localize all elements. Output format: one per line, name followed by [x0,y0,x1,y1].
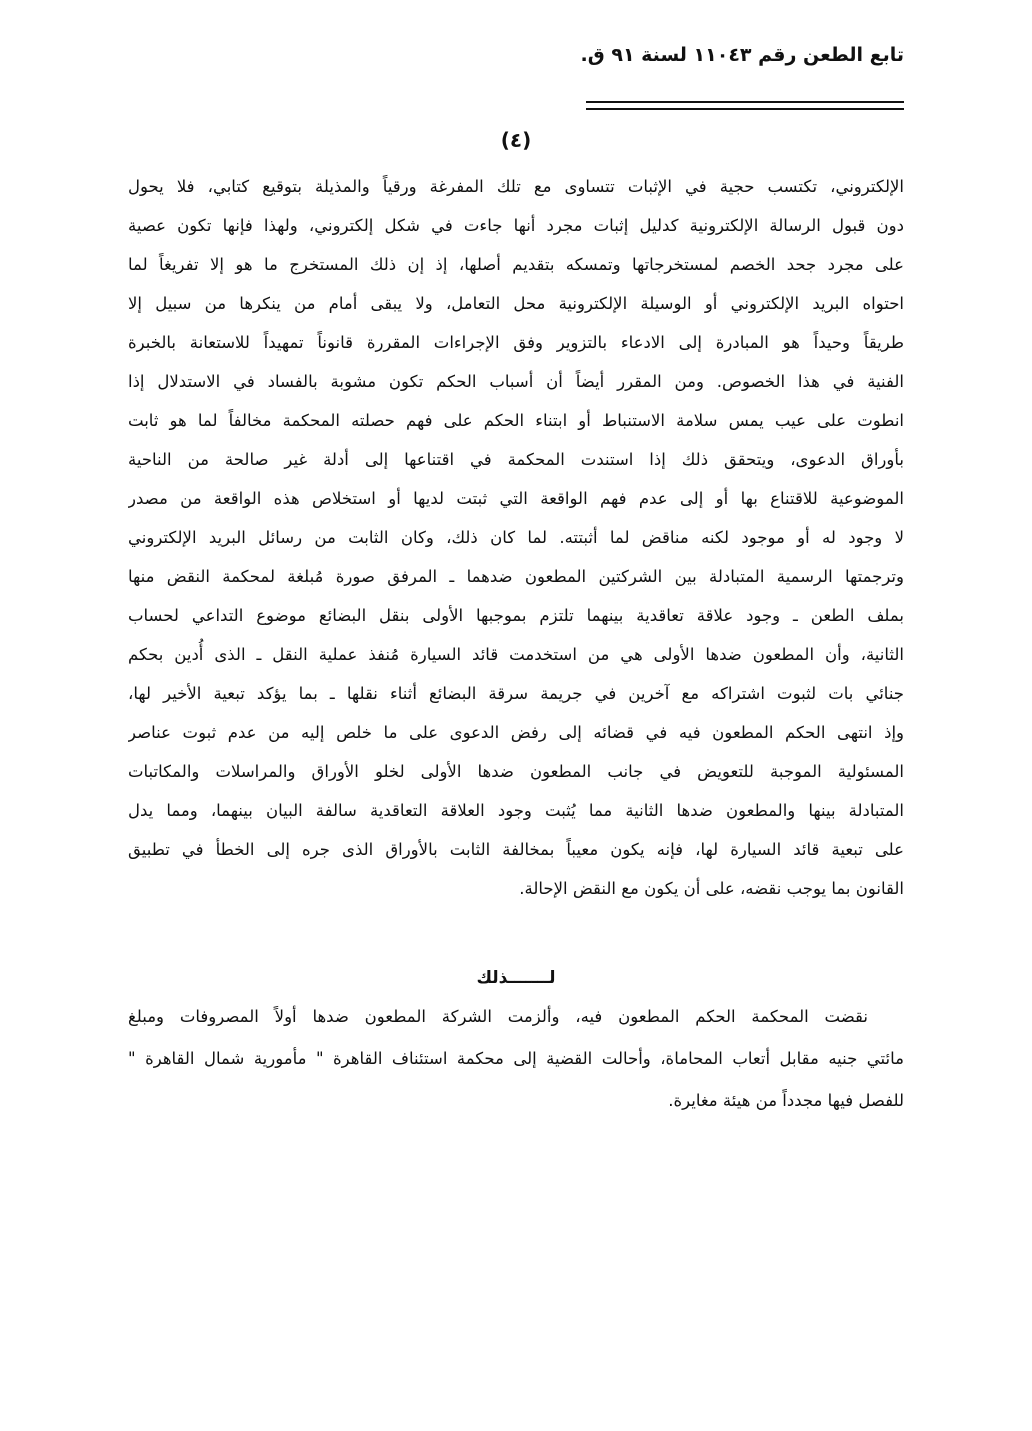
verdict-paragraph [128,996,904,1122]
body-line: الإلكتروني، تكتسب حجية في الإثبات تتساوى مع تلك المفرغة ورقياً والمذيلة بتوقيع كتابي، فلا يحول [128,177,904,196]
verdict-line: نقضت المحكمة الحكم المطعون فيه، وألزمت الشركة المطعون ضدها أولاً المصروفات ومبلغ [128,1007,868,1026]
body-line: القانون بما يوجب نقضه، على أن يكون مع النقض الإحالة. [519,879,904,898]
body-line: انطوت على عيب يمس سلامة الاستنباط أو ابتناء الحكم على فهم حصلته المحكمة مخالفاً لما هو ثابت [128,411,904,430]
body-line: المتبادلة بينها والمطعون ضدها الثانية مما يُثبت وجود العلاقة التعاقدية سالفة البيان بينهما، ومما يدل [128,801,904,820]
body-line: المسئولية الموجبة للتعويض في جانب المطعون ضدها الأولى لخلو الأوراق والمراسلات والمكاتبات [128,762,904,781]
body-line: على تبعية قائد السيارة لها، فإنه يكون معيباً بمخالفة الثابت بالأوراق الذى جره إلى الخطأ في تطبيق [128,840,904,859]
body-line: وإذ انتهى الحكم المطعون فيه في قضائه إلى رفض الدعوى على ما خلص إليه من عدم ثبوت عناصر [128,723,904,742]
body-paragraph [128,167,904,908]
verdict-line: مائتي جنيه مقابل أتعاب المحاماة، وأحالت القضية إلى محكمة استئناف القاهرة " مأمورية شمال القاهرة " [128,1049,904,1068]
body-line: احتواه البريد الإلكتروني أو الوسيلة الإلكترونية محل التعامل، ولا يبقى أمام من ينكرها من سبيل إلا [128,294,904,313]
header-rule-top [586,101,904,103]
section-heading: لـــــــذلك [476,968,556,988]
body-line: لا وجود له أو موجود لكنه مناقض لما أثبتته. لما كان ذلك، وكان الثابت من رسائل البريد الإلكتروني [128,528,904,547]
body-line: دون قبول الرسالة الإلكترونية كدليل إثبات مجرد أنها جاءت في شكل إلكتروني، ولهذا فإنها تكون عصية [128,216,904,235]
body-line: بملف الطعن ـ وجود علاقة تعاقدية بينهما تلتزم بموجبها الأولى بنقل البضائع موضوع التداعي لحساب [128,606,904,625]
body-line: الموضوعية للاقتناع بها أو إلى عدم فهم الواقعة التي ثبتت لديها أو استخلاص هذه الواقعة من مصدر [128,489,904,508]
page-number: (٤) [500,128,532,152]
body-line: الثانية، وأن المطعون ضدها الأولى هي من استخدمت قائد السيارة مُنفذ عملية النقل ـ الذى أُدين بحكم [128,645,904,664]
page-header-title: تابع الطعن رقم ١١٠٤٣ لسنة ٩١ ق. [580,44,904,66]
body-line: جنائي بات لثبوت اشتراكه مع آخرين في جريمة سرقة البضائع أثناء نقلها ـ بما يؤكد تبعية الأخير لها، [128,684,904,703]
verdict-line: للفصل فيها مجدداً من هيئة مغايرة. [668,1091,904,1110]
body-line: طريقاً وحيداً هو المبادرة إلى الادعاء بالتزوير وفق الإجراءات المقررة قانوناً تمهيداً للاستعانة بالخبرة [128,333,904,352]
body-line: وترجمتها الرسمية المتبادلة بين الشركتين المطعون ضدهما ـ المرفق صورة مُبلغة لمحكمة النقض منها [128,567,904,586]
header-rule-bottom [586,108,904,110]
body-line: بأوراق الدعوى، ويتحقق ذلك إذا استندت المحكمة في اقتناعها إلى أدلة غير صالحة من الناحية [128,450,904,469]
body-line: على مجرد جحد الخصم لمستخرجاتها وتمسكه بتقديم أصلها، إذ إن ذلك المستخرج ما هو إلا تفريغاً لما [128,255,904,274]
body-line: الفنية في هذا الخصوص. ومن المقرر أيضاً أن أسباب الحكم تكون مشوبة بالفساد في الاستدلال إذا [128,372,904,391]
